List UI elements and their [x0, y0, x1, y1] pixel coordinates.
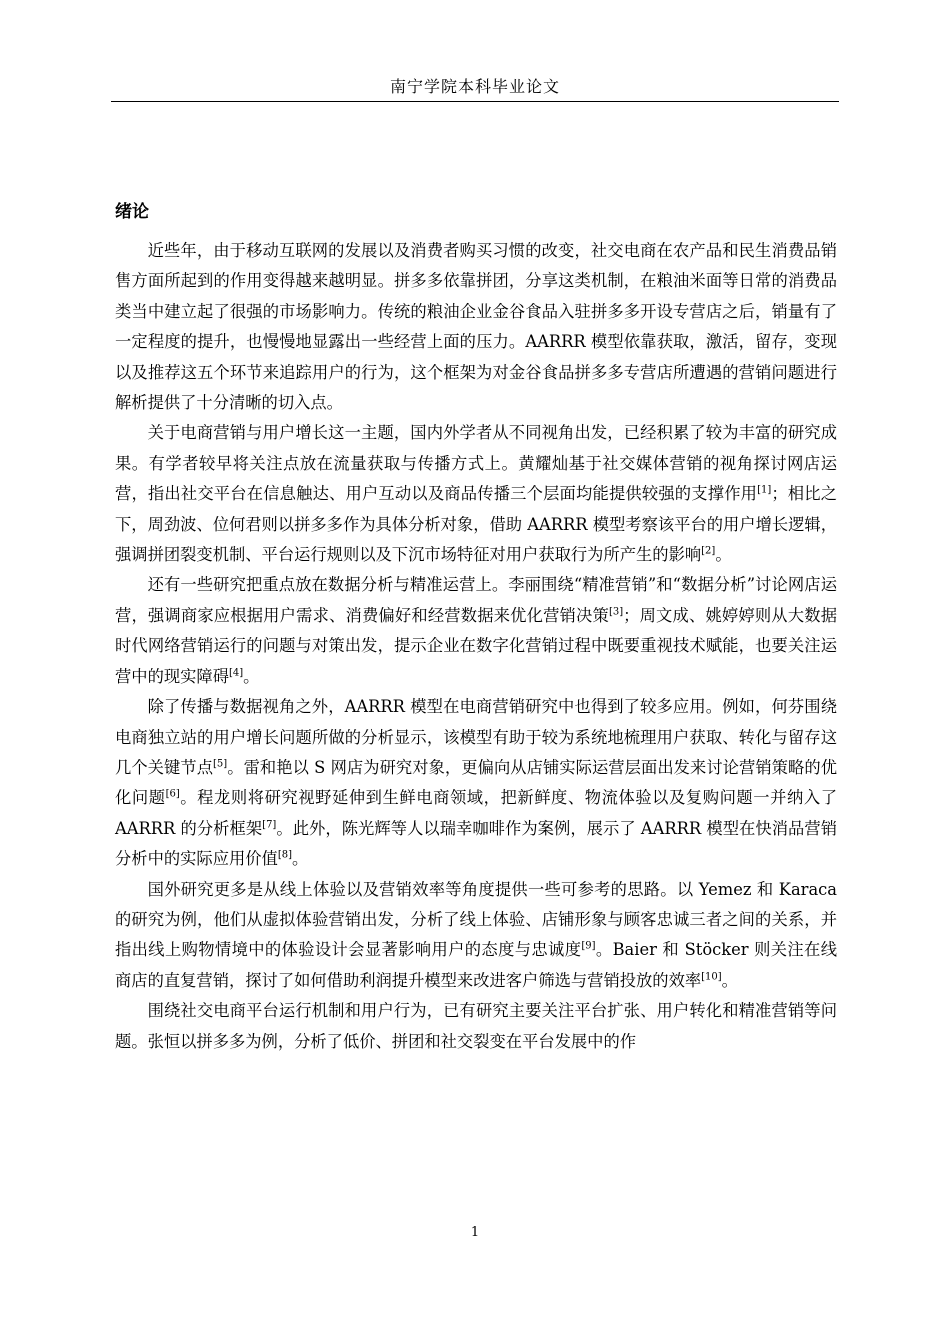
paragraph-text: 。Baier 和 Stöcker 则关注在线商店的直复营销，探讨了如何借助利润提升模型来改进客户筛选与营销投放的效率 — [115, 940, 837, 990]
citation-superscript: [3] — [608, 606, 624, 618]
citation-superscript: [7] — [262, 819, 277, 831]
page-header-title: 南宁学院本科毕业论文 — [389, 77, 560, 96]
paragraph-text: 。 — [292, 849, 309, 869]
body-text — [115, 236, 837, 1057]
paragraph-text: 。 — [243, 666, 260, 686]
paragraph-text: 。程龙则将研究视野延伸到生鲜电商领域，把新鲜度、物流体验以及复购问题一并纳入了 AARRR 的分析框架 — [115, 788, 837, 838]
citation-superscript: [6] — [165, 788, 180, 800]
citation-superscript: [1] — [757, 484, 772, 496]
body-paragraph — [115, 875, 837, 997]
paragraph-text: 。 — [715, 545, 732, 565]
citation-superscript: [2] — [701, 545, 716, 557]
body-paragraph — [115, 236, 837, 418]
paragraph-text: 。 — [721, 970, 738, 990]
body-paragraph — [115, 418, 837, 570]
paragraph-text: ；相比之下，周劲波、位何君则以拼多多作为具体分析对象，借助 AARRR 模型考察该平台的用户增长逻辑，强调拼团裂变机制、平台运行规则以及下沉市场特征对用户获取行为所产生的影响 — [115, 484, 837, 565]
paragraph-text: 。雷和艳以 S 网店为研究对象，更偏向从店铺实际运营层面出发来讨论营销策略的优化问题 — [115, 757, 837, 808]
header-divider — [111, 101, 839, 102]
citation-superscript: [10] — [701, 971, 722, 983]
paragraph-text: 。此外，陈光辉等人以瑞幸咖啡作为案例，展示了 AARRR 模型在快消品营销分析中的实际应用价值 — [115, 818, 837, 869]
page-number: 1 — [470, 1225, 480, 1240]
paragraph-text: 国外研究更多是从线上体验以及营销效率等角度提供一些可参考的思路。以 Yemez 和 Karaca 的研究为例，他们从虚拟体验营销出发，分析了线上体验、店铺形象与顾客忠诚三者之间的关系，并指出线上购物情境中的体验设计会显著影响用户的态度与忠诚度 — [115, 879, 837, 960]
paragraph-text: ；周文成、姚婷婷则从大数据时代网络营销运行的问题与对策出发，提示企业在数字化营销过程中既要重视技术赋能，也要关注运营中的现实障碍 — [115, 605, 837, 686]
body-paragraph — [115, 692, 837, 874]
citation-superscript: [9] — [581, 940, 596, 952]
paragraph-text: 还有一些研究把重点放在数据分析与精准运营上。李丽围绕“精准营销”和“数据分析”讨论网店运营，强调商家应根据用户需求、消费偏好和经营数据来优化营销决策 — [115, 575, 837, 625]
paragraph-text: 关于电商营销与用户增长这一主题，国内外学者从不同视角出发，已经积累了较为丰富的研究成果。有学者较早将关注点放在流量获取与传播方式上。黄耀灿基于社交媒体营销的视角探讨网店运营，指出社交平台在信息触达、用户互动以及商品传播三个层面均能提供较强的支撑作用 — [115, 423, 837, 504]
body-paragraph — [115, 570, 837, 692]
citation-superscript: [8] — [277, 849, 292, 861]
paragraph-text: 除了传播与数据视角之外，AARRR 模型在电商营销研究中也得到了较多应用。例如，何芬围绕电商独立站的用户增长问题所做的分析显示，该模型有助于较为系统地梳理用户获取、转化与留存这几个关键节点 — [115, 697, 837, 777]
paragraph-text: 近些年，由于移动互联网的发展以及消费者购买习惯的改变，社交电商在农产品和民生消费品销售方面所起到的作用变得越来越明显。拼多多依靠拼团，分享这类机制，在粮油米面等日常的消费品类当中建立起了很强的市场影响力。传统的粮油企业金谷食品入驻拼多多开设专营店之后，销量有了一定程度的提升，也慢慢地显露出一些经营上面的压力。AARRR 模型依靠获取，激活，留存，变现以及推荐这五个环节来追踪用户的行为，这个框架为对金谷食品拼多多专营店所遭遇的营销问题进行解析提供了十分清晰的切入点。 — [115, 241, 837, 413]
section-heading: 绪论 — [115, 202, 149, 222]
paragraph-text: 围绕社交电商平台运行机制和用户行为，已有研究主要关注平台扩张、用户转化和精准营销等问题。张恒以拼多多为例，分析了低价、拼团和社交裂变在平台发展中的作 — [115, 1001, 837, 1051]
citation-superscript: [4] — [228, 667, 244, 679]
body-paragraph — [115, 996, 837, 1057]
citation-superscript: [5] — [213, 758, 228, 770]
